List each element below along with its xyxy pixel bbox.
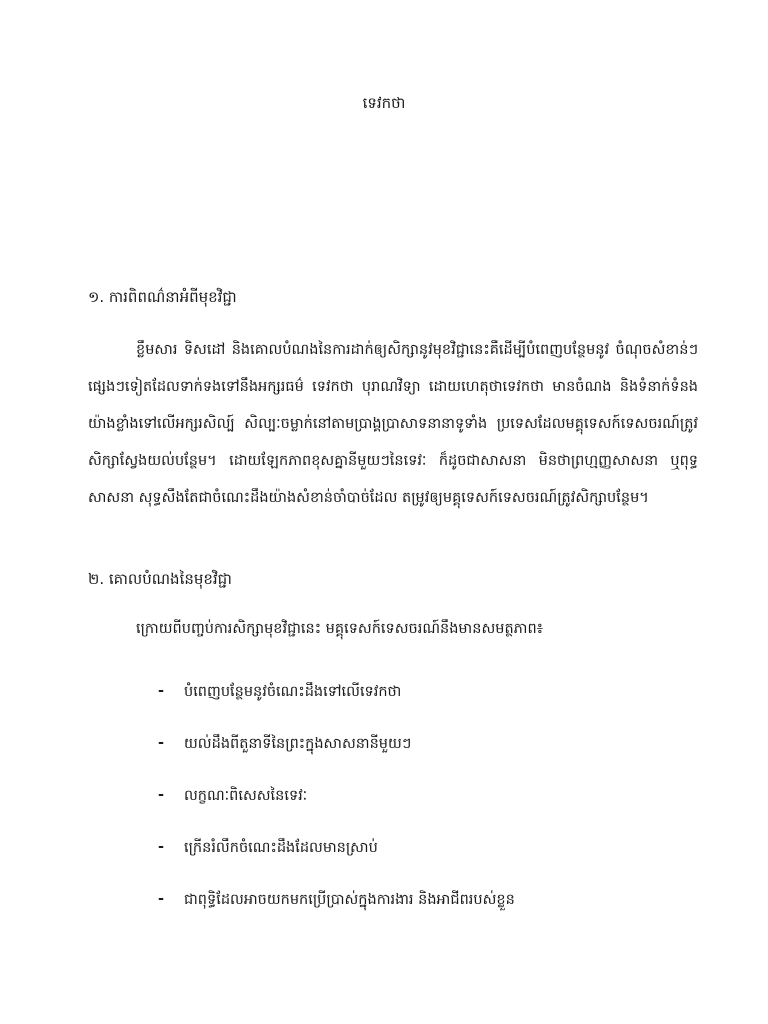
- list-item: [158, 683, 515, 735]
- section1-paragraph: ខ្លឹមសារ ទិសដៅ និងគោលបំណងនៃការដាក់ឲ្យសិក្សានូវមុខវិជ្ជានេះគឺដើម្បីបំពេញបន្ថែមនូវ ចំណុចសំខាន់ៗ ផ្សេងៗទៀតដែលទាក់ទងទៅនឹងអក្សរធម៌ ទេវកថា បុរាណវិទ្យា ដោយហេតុថាទេវកថា មានចំណង និងទំនាក់ទំនងយ៉ាងខ្លាំងទៅលើអក្សរសិល្ប៍ សិល្បៈចម្លាក់នៅតាមប្រាង្គប្រាសាទនានាទូទាំង ប្រទេសដែលមគ្គុទេសក៍ទេសចរណ៍ត្រូវសិក្សាស្វែងយល់បន្ថែម។ ដោយឡែកភាពខុសគ្នានីមួយៗនៃទេវៈ ក៏ដូចជាសាសនា មិនថាព្រហ្មញ្ញសាសនា ឬពុទ្ធសាសនា សុទ្ធសឹងតែជាចំណេះដឹងយ៉ាងសំខាន់ចាំបាច់ដែល តម្រូវឲ្យមគ្គុទេសក៍ទេសចរណ៍ត្រូវសិក្សាបន្ថែម។: [88, 342, 698, 506]
- list-item: [158, 735, 515, 787]
- list-item: [158, 787, 515, 839]
- section2-intro: ក្រោយពីបញ្ចប់ការសិក្សាមុខវិជ្ជានេះ មគ្គុទេសក៍ទេសចរណ៍នឹងមានសមត្ថភាព៖: [136, 621, 544, 637]
- bullet-dash: -: [158, 891, 165, 907]
- bullet-dash: -: [158, 735, 165, 751]
- section2-heading: ២. គោលបំណងនៃមុខវិជ្ជា: [88, 570, 232, 588]
- bullet-dash: -: [158, 787, 165, 803]
- list-item: [158, 891, 515, 943]
- bullet-dash: -: [158, 683, 165, 699]
- list-item-text: លក្ខណៈពិសេសនៃទេវៈ: [184, 788, 308, 804]
- list-item-text: ជាពុទ្ធិដែលអាចយកមកប្រើប្រាស់ក្នុងការងារ និងអាជីពរបស់ខ្លួន: [184, 892, 515, 908]
- objectives-list: [158, 683, 515, 943]
- list-item-text: ក្រើនរំលឹកចំណេះដឹងដែលមានស្រាប់: [184, 840, 378, 856]
- list-item-text: យល់ដឹងពីតួនាទីនៃព្រះក្នុងសាសនានីមួយៗ: [184, 736, 412, 752]
- list-item: [158, 839, 515, 891]
- document-title: ទេវកថា: [362, 94, 406, 112]
- section1-heading: ១. ការពិពណ៌នាអំពីមុខវិជ្ជា: [88, 288, 237, 306]
- bullet-dash: -: [158, 839, 165, 855]
- list-item-text: បំពេញបន្ថែមនូវចំណេះដឹងទៅលើទេវកថា: [184, 684, 402, 700]
